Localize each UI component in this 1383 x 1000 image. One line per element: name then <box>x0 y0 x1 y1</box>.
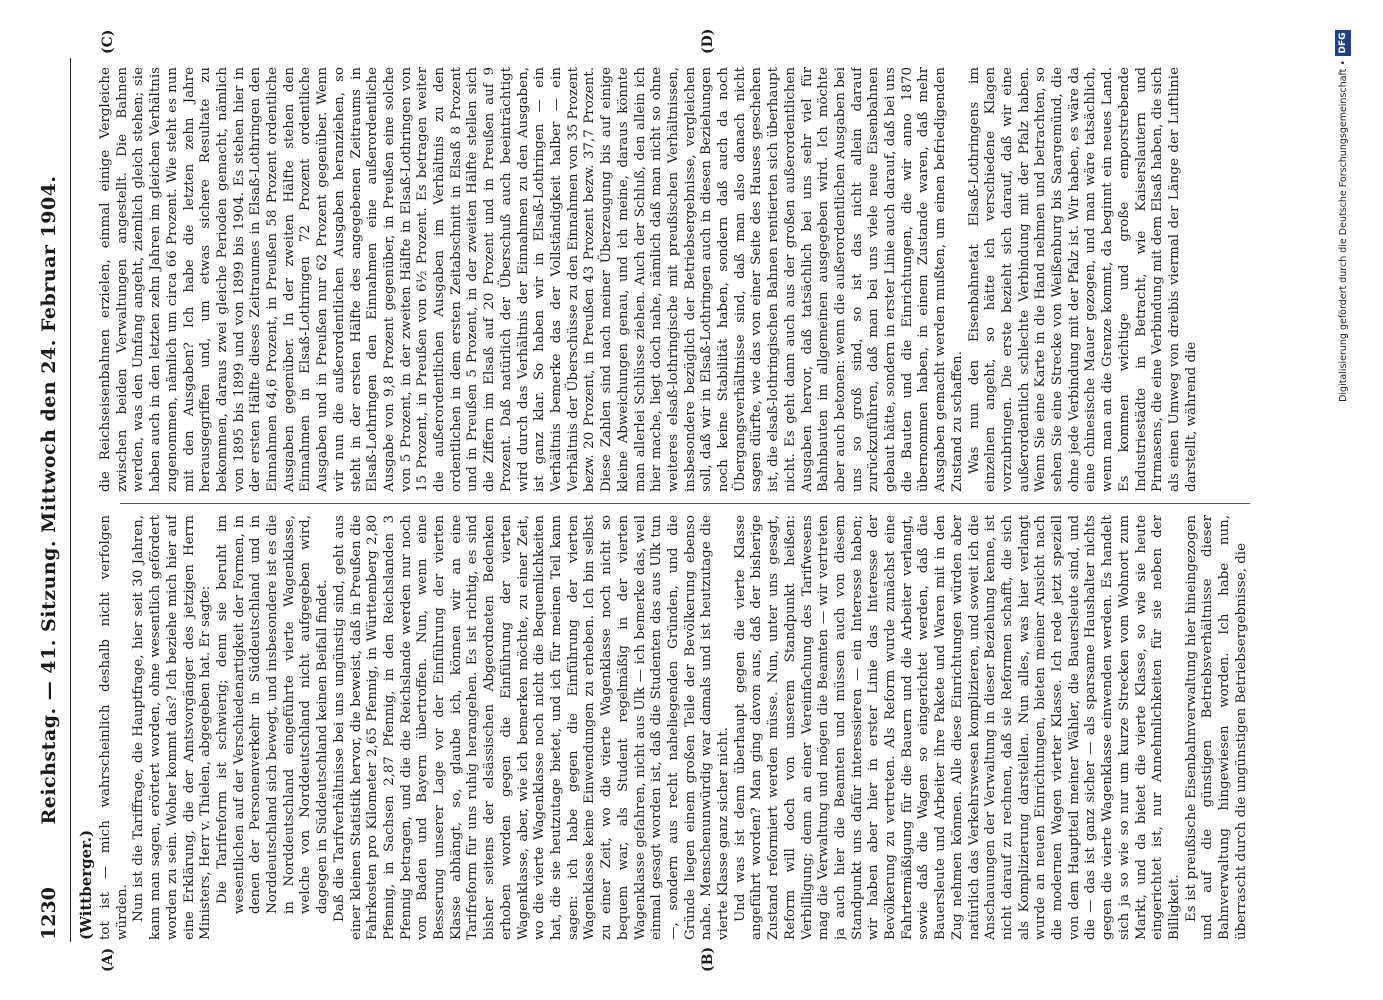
margin-mark-d: (D) <box>700 28 716 54</box>
page-header <box>38 60 66 940</box>
column-divider <box>120 503 1250 504</box>
credit-text: Digitalisierung gefördert durch die Deutsche Forschungsgemeinschaft • <box>1337 60 1349 402</box>
right-column <box>98 67 1268 492</box>
quoted-paragraph: Die Tarifreform ist schwierig; denn sie beruht im wesentlichen auf der Verschiedenartigkeit der Formen, in denen der Personenverkehr in Süddeutschland und in Norddeutschland sich bewegt, und insbesondere ist es die in Norddeutschland eingeführte vierte Wagenklasse, welche von Norddeutschland nicht aufgegeben wird, dagegen in Süddeutschland keinen Beifall findet. <box>214 515 331 914</box>
margin-mark-c: (C) <box>100 29 116 54</box>
paragraph: Was nun den Eisenbahnetat Elsaß-Lothringens im einzelnen angeht, so hätte ich verschiedene Klagen vorzubringen. Die erste bezieht sich darauf, daß wir eine außerordentlich schlechte Verbindung mit der Pfalz haben. Wenn Sie eine Karte in die Hand nehmen und betrachten, so sehen Sie eine Strecke von Weißenburg bis Saargemünd, die ohne jede Verbindung mit der Pfalz ist. Wir haben, es wäre da eine chinesische Mauer gezogen, und man wäre tatsächlich, wenn man an die Grenze kommt, da beginnt ein neues Land. Es kommen wichtige und große emporstrebende Industriestädte in Betracht, wie Kaiserslautern und Pirmasens, die eine Verbindung mit dem Elsaß haben, die sich als einen Umweg von dreibis viermal der Länge der Luftlinie darstellt, während die <box>966 67 1199 492</box>
digitization-credit <box>1335 30 1351 402</box>
dfg-logo: DFG <box>1335 30 1351 56</box>
paragraph: Daß die Tarifverhältnisse bei uns ungünstig sind, geht aus einer kleinen Statistik hervor, die beweist, daß in Preußen die Fahrkosten pro Kilometer 2,65 Pfennig, in Württemberg 2,80 Pfennig, in Sachsen 2,87 Pfennig, in den Reichslanden 3 Pfennig betragen, und die die Reichslande werden nur noch von Baden und Bayern übertroffen. Nun, wenn eine Besserung unserer Lage vor der Einführung der vierten Klasse abhängt, so, glaube ich, können wir an eine Tarifreform für uns ruhig herangehen. Es ist richtig, es sind bisher seitens der elsässischen Abgeordneten Bedenken erhoben worden gegen die Einführung der vierten Wagenklasse, aber, wie ich bemerken möchte, zu einer Zeit, wo die vierte Wagenklasse noch nicht die Bequemlichkeiten hat, die sie heutzutage bietet, und ich für meinen Teil kann sagen: ich habe gegen die Einführung der vierten Wagenklasse keine Einwendungen zu erheben. Ich bin selbst zu einer Zeit, wo die vierte Wagenklasse noch nicht so bequem war, als Student regelmäßig in der vierten Wagenklasse gefahren, nicht aus Ulk — ich bemerke das, weil einmal gesagt worden ist, daß die Studenten das aus Ulk tun —, sondern aus recht naheliegenden Gründen, und die Gründe liegen einem großen Teile der Bevölkerung ebenso nahe. Menschenunwürdig war damals und ist heutzutage die vierte Klasse ganz sicher nicht. <box>331 515 732 940</box>
left-column <box>98 515 1268 940</box>
margin-mark-b: (B) <box>700 946 716 972</box>
paragraph: die Reichseisenbahnen erzielen, einmal einige Vergleiche zwischen beiden Verwaltungen angestellt. Die Bahnen werden, was den Umfang angeht, ziemlich gleich stehen; sie haben auch in den letzten zehn Jahren im gleichen Verhältnis zugenommen, nämlich um circa 66 Prozent. Wie steht es nun mit den Ausgaben? Ich habe die letzten zehn Jahre herausgegriffen und, um etwas sichere Resultate zu bekommen, daraus zwei gleiche Perioden gemacht, nämlich von 1895 bis 1899 und von 1899 bis 1904. Es stehen hier in der ersten Hälfte dieses Zeitraumes in Elsaß-Lothringen den Einnahmen 64,6 Prozent, in Preußen 58 Prozent ordentliche Ausgaben gegenüber. In der zweiten Hälfte stehen den Einnahmen in Elsaß-Lothringen 72 Prozent ordentliche Ausgaben und in Preußen nur 62 Prozent gegenüber. Wenn wir nun die außerordentlichen Ausgaben heranziehen, so steht in der ersten Hälfte des angegebenen Zeitraums in Elsaß-Lothringen den Einnahmen eine außerordentliche Ausgabe von 9,8 Prozent gegenüber, in Preußen eine solche von 5 Prozent, in der zweiten Hälfte in Elsaß-Lothringen von 15 Prozent, in Preußen von 6½ Prozent. Es betragen weiter die außerordentlichen Ausgaben im Verhältnis zu den ordentlichen in dem ersten Zeitabschnitt in Elsaß 8 Prozent und in Preußen 5 Prozent, in der zweiten Hälfte stellen sich die Ziffern im Elsaß auf 20 Prozent und in Preußen auf 9 Prozent. Daß natürlich der Überschuß auch beeinträchtigt wird durch das Verhältnis der Einnahmen zu den Ausgaben, ist ganz klar. So haben wir in Elsaß-Lothringen — ein Verhältnis bemerke das der Vollständigkeit halber — ein Verhältnis der Überschüsse zu den Einnahmen von 35 Prozent bezw. 20 Prozent, in Preußen 43 Prozent bezw. 37,7 Prozent. Diese Zahlen sind nach meiner Überzeugung bis auf einige kleine Abweichungen genau, und ich meine, daraus könnte man allerlei Schlüsse ziehen. Auch der Schluß, den allein ich hier mache, liegt doch nahe, nämlich daß man nicht so ohne weiteres elsaß-lothringische mit preußischen Verhältnissen, insbesondere bezüglich der Betriebsergebnisse, vergleichen soll, daß wir in Elsaß-Lothringen auch in diesen Beziehungen noch keine Stabilität haben, sondern daß auch da noch Übergangsverhältnisse sind, daß man also danach nicht sagen dürfte, wie das von einer Seite des Hauses geschehen ist, die elsaß-lothringischen Bahnen rentierten sich überhaupt nicht. Es geht dann auch aus der großen außerordentlichen Ausgaben hervor, daß tatsächlich bei uns sehr viel für Bahnbauten im allgemeinen ausgegeben wird. Ich möchte aber auch betonen: wenn die außerordentlichen Ausgaben bei uns so groß sind, so ist das nicht allein darauf zurückzuführen, daß man bei uns viele neue Eisenbahnen gebaut hätte, sondern in erster Linie auch darauf, daß bei uns die Bauten und die Einrichtungen, die wir anno 1870 übernommen haben, in einem Zustande waren, daß mehr Ausgaben gemacht werden mußten, um einen befriedigenden Zustand zu schaffen. <box>98 67 965 492</box>
speaker-name: (Wittberger.) <box>77 829 95 940</box>
page-title: Reichstag. — 41. Sitzung. Mittwoch den 24. Februar 1904. <box>38 175 60 825</box>
header-rule <box>70 58 71 942</box>
margin-mark-a: (A) <box>100 947 116 972</box>
paragraph: tot ist — mich wahrscheinlich deshalb nicht verfolgen würden. <box>98 515 130 940</box>
page-number: 1230 <box>38 887 60 940</box>
paragraph: Und was ist denn überhaupt gegen die vierte Klasse angeführt worden? Man ging davon aus, daß der bisherige Zustand reformiert werden müsse. Nun, unter uns gesagt, Reform will doch von unserem Standpunkt heißen: Verbilligung; denn an einer Vereinfachung des Tarifwesens mag die Verwaltung und mögen die Beamten — wir vertreten ja auch hier die Beamten und müssen auch von diesem Standpunkt uns dafür interessieren — ein Interesse haben; wir haben aber hier in erster Linie das Interesse der Bevölkerung zu vertreten. Als Reform wurde zunächst eine Fahrtermäßigung für die Bauern und die Arbeiter verlangt, sowie daß die Wagen so eingerichtet werden, daß die Bauersleute und Arbeiter ihre Pakete und Waren mit in den Zug nehmen können. Alle diese Einrichtungen würden aber natürlich das Verkehrswesen komplizieren, und soweit ich die Anschauungen der Verwaltung in dieser Beziehung kenne, ist nicht darauf zu rechnen, daß sie Reformen schafft, die sich als Komplizierung darstellen. Nun alles, was hier verlangt wurde an neuen Einrichtungen, bieten meiner Ansicht nach die modernen Wagen vierter Klasse. Ich rede jetzt speziell von dem Hauptteil meiner Wähler, die Bauersleute sind, und die — das ist ganz sicher — als sparsame Haushalter nichts gegen die vierte Wagenklasse einwenden werden. Es handelt sich ja so wie so nur um kurze Strecken vom Wohnort zum Markt, und da bietet die vierte Klasse, so wie sie heute eingerichtet ist, nur Annehmlichkeiten für sie neben der Billigkeit. <box>732 515 1182 940</box>
paragraph: Es ist preußische Eisenbahnverwaltung hier hineingezogen und auf die günstigen Betriebsverhältnisse dieser Bahnverwaltung hingewiesen worden. Ich habe nun, überrascht durch die ungünstigen Betriebsergebnisse, die <box>1183 515 1249 940</box>
paragraph: Nun ist die Tariffrage, die Hauptfrage, hier seit 30 Jahren, kann man sagen, erörtert worden, ohne wesentlich gefördert worden zu sein. Woher kommt das? Ich beziehe mich hier auf eine Erklärung, die der Amtsvorgänger des jetzigen Herrn Ministers, Herr v. Thielen, abgegeben hat. Er sagte: <box>131 515 214 940</box>
